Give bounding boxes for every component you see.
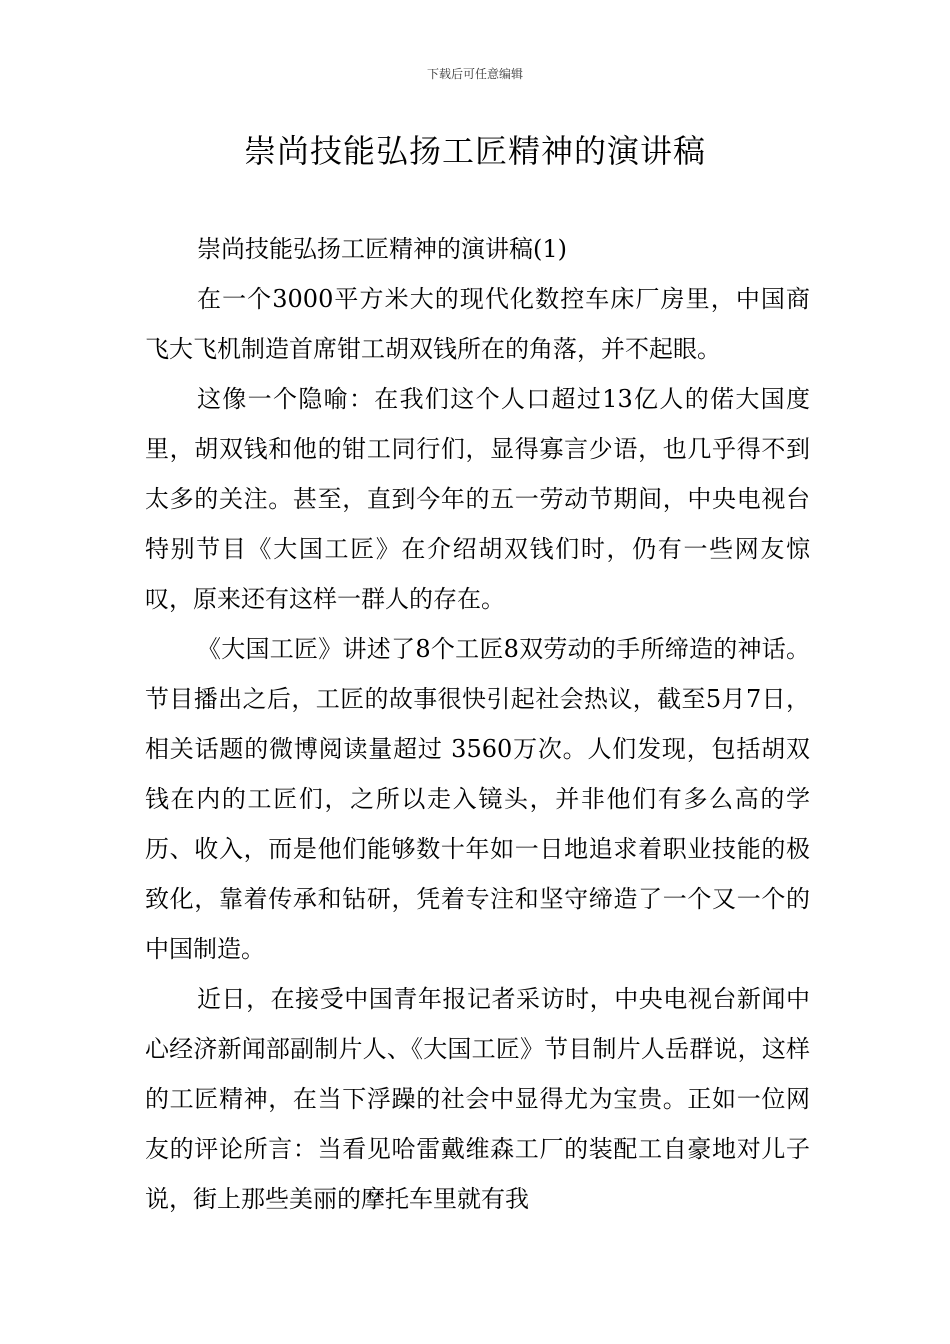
document-body — [145, 224, 810, 1224]
paragraph: 《大国工匠》讲述了8个工匠8双劳动的手所缔造的神话。节目播出之后，工匠的故事很快引起社会热议，截至5月7日，相关话题的微博阅读量超过 3560万次。人们发现，包括胡双钱在内的工匠们，之所以走入镜头，并非他们有多么高的学历、收入，而是他们能够数十年如一日地追求着职业技能的极致化，靠着传承和钻研，凭着专注和坚守缔造了一个又一个的中国制造。 — [145, 635, 810, 963]
document-title: 崇尚技能弘扬工匠精神的演讲稿 — [243, 132, 706, 170]
paragraph-subtitle: 崇尚技能弘扬工匠精神的演讲稿(1) — [197, 235, 567, 263]
paragraph: 近日，在接受中国青年报记者采访时，中央电视台新闻中心经济新闻部副制片人、《大国工匠》节目制片人岳群说，这样的工匠精神，在当下浮躁的社会中显得尤为宝贵。正如一位网友的评论所言：当看见哈雷戴维森工厂的装配工自豪地对儿子说，街上那些美丽的摩托车里就有我 — [145, 985, 810, 1213]
paragraph: 在一个3000平方米大的现代化数控车床厂房里，中国商飞大飞机制造首席钳工胡双钱所在的角落，并不起眼。 — [145, 285, 810, 363]
paragraph: 这像一个隐喻：在我们这个人口超过13亿人的偌大国度里，胡双钱和他的钳工同行们，显得寡言少语，也几乎得不到太多的关注。甚至，直到今年的五一劳动节期间，中央电视台特别节目《大国工匠》在介绍胡双钱们时，仍有一些网友惊叹，原来还有这样一群人的存在。 — [145, 385, 810, 613]
header-note: 下载后可任意编辑 — [426, 67, 523, 81]
